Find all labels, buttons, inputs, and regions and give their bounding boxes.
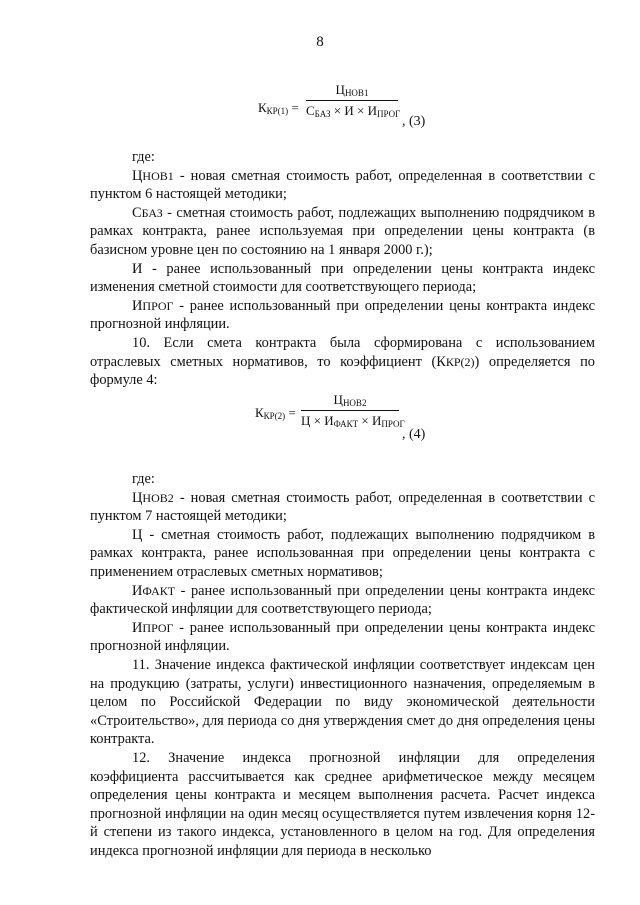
definition-item: ИПРОГ - ранее использованный при определении цены контракта индекс прогнозной инфляции. xyxy=(90,619,595,655)
formula-3-numerator: $Ц_{НОВ1}$ xyxy=(335,82,369,98)
where-label: где: xyxy=(132,471,155,487)
paragraph-10: 10. Если смета контракта была сформирована с использованием отраслевых сметных нормативов, то коэффициент (ККР(2)) определяется по формуле 4: xyxy=(90,334,596,389)
definition-item: ЦНОВ2 - новая сметная стоимость работ, определенная в соответствии с пунктом 7 настоящей методики; xyxy=(90,489,595,525)
definition-item: ЦНОВ1 - новая сметная стоимость работ, определенная в соответствии с пунктом 6 настоящей методики; xyxy=(90,167,595,203)
page-number: 8 xyxy=(316,34,324,50)
definition-item: СБАЗ - сметная стоимость работ, подлежащих выполнению подрядчиком в рамках контракта, ранее используемая при определении цены контракта (в базисном уровне цен по состоянию на 1 января 2000 г.); xyxy=(90,204,595,258)
where-label: где: xyxy=(132,149,155,165)
formula-4-denominator: $Ц \times И_{ФАКТ} \times И_{ПРОГ}$ xyxy=(301,410,399,429)
definitions-block-1 xyxy=(90,148,595,390)
formula-4-fraction xyxy=(301,392,405,429)
formula-4-number: , (4) xyxy=(402,427,426,442)
paragraph-11: 11. Значение индекса фактической инфляции соответствует индексам цен на продукцию (затраты, услуги) инвестиционного назначения, определяемым в целом по Российской Федерации по виду экономической деятельности «Строительство», для периода со дня утверждения смет до дня определения цены контракта. xyxy=(90,656,595,748)
definitions-block-2 xyxy=(90,470,595,860)
formula-3-fraction xyxy=(306,82,401,119)
paragraph-12: 12. Значение индекса прогнозной инфляции для определения коэффициента рассчитывается как среднее арифметическое между месяцем определения цены контракта и месяцем выполнения расчета. Расчет индекса прогнозной инфляции на один месяц осуществляется путем извлечения корня 12-й степени из такого индекса, установленного в целом на год. Для определения индекса прогнозной инфляции для периода в несколько xyxy=(90,749,595,859)
formula-4-lhs: $К_{КР(2)}$ = xyxy=(255,405,296,421)
definition-item: ИПРОГ - ранее использованный при определении цены контракта индекс прогнозной инфляции. xyxy=(90,297,595,333)
formula-4-numerator: $Ц_{НОВ2}$ xyxy=(333,392,367,408)
formula-3-number: , (3) xyxy=(402,114,426,129)
formula-3-lhs: $К_{КР(1)}$ = xyxy=(258,100,299,116)
formula-3-denominator: $С_{БАЗ} \times И \times И_{ПРОГ}$ xyxy=(306,100,398,119)
definition-item: Ц - сметная стоимость работ, подлежащих выполнению подрядчиком в рамках контракта, ранее использованная при определении цены контракта с применением отраслевых сметных нормативов; xyxy=(90,526,595,580)
definition-item: ИФАКТ - ранее использованный при определении цены контракта индекс фактической инфляции для соответствующего периода; xyxy=(90,582,595,618)
definition-item: И - ранее использованный при определении цены контракта индекс изменения сметной стоимости для соответствующего периода; xyxy=(90,260,595,296)
